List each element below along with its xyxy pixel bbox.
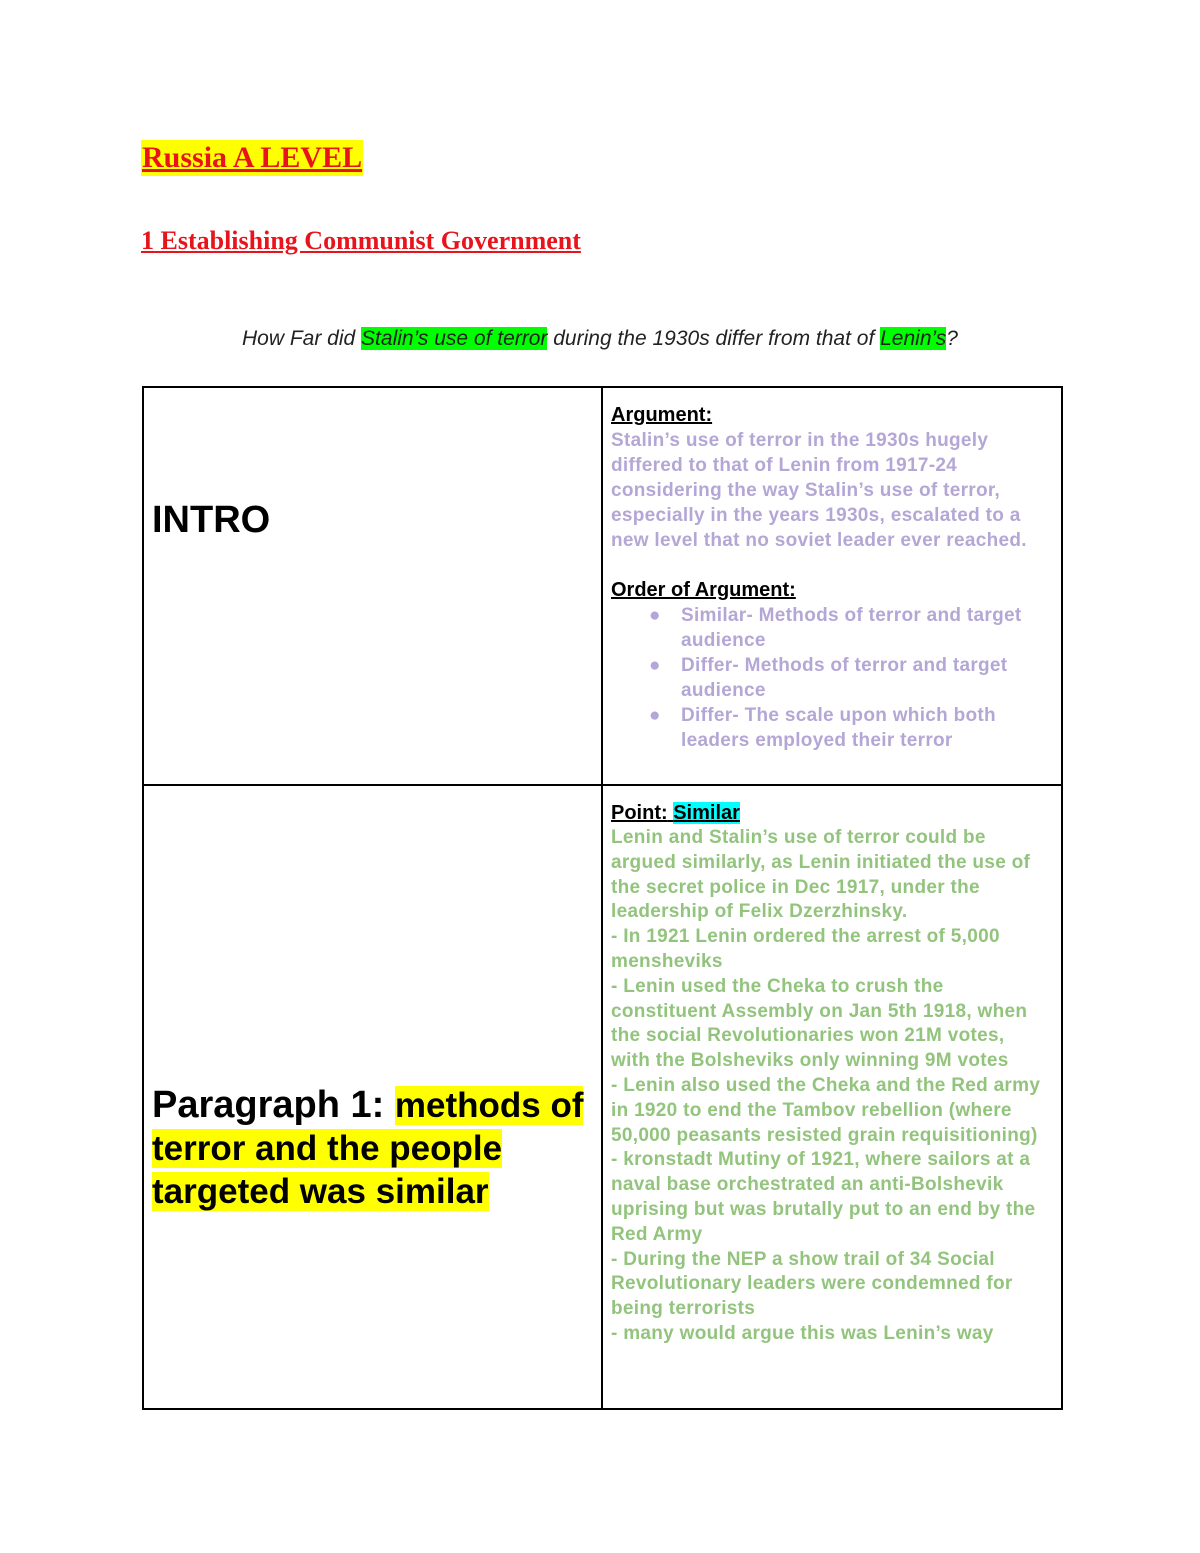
paragraph-1-label-cell (143, 785, 602, 1409)
paragraph-1-content-cell (602, 785, 1062, 1409)
paragraph-1-label (144, 786, 601, 1213)
bullet-icon: ● (649, 655, 661, 676)
paragraph-1-evidence (611, 826, 1049, 1347)
evidence-line: - kronstadt Mutiny of 1921, where sailors at a naval base orchestrated an anti-Bolshevik uprising but was brutally put to an end by the Red Army (611, 1149, 1036, 1245)
list-item: ● Differ- Methods of terror and target audience (649, 655, 1008, 701)
evidence-line: - During the NEP a show trail of 34 Social Revolutionary leaders were condemned for being terrorists (611, 1248, 1013, 1320)
question-highlight-stalin: Stalin’s use of terror (361, 327, 548, 350)
order-heading: Order of Argument: (611, 579, 796, 601)
bullet-icon: ● (649, 705, 661, 726)
list-item: ● Differ- The scale upon which both leaders employed their terror (649, 705, 996, 751)
argument-text: Stalin’s use of terror in the 1930s hugely differed to that of Lenin from 1917-24 considering the way Stalin’s use of terror, especially in the years 1930s, escalated to a new level that no soviet leader ever reached. (611, 430, 1027, 551)
document-title: Russia A LEVEL (142, 141, 363, 174)
argument-heading: Argument: (611, 404, 713, 426)
intro-content-cell (602, 387, 1062, 785)
evidence-line: Lenin and Stalin’s use of terror could be argued similarly, as Lenin initiated the use of the secret police in Dec 1917, under the leadership of Felix Dzerzhinsky. (611, 827, 1031, 923)
question-text-2: during the 1930s differ from that of (547, 327, 881, 350)
list-item: ● Similar- Methods of terror and target audience (649, 605, 1022, 651)
table-row-intro (143, 387, 1062, 785)
evidence-line: - In 1921 Lenin ordered the arrest of 5,000 mensheviks (611, 926, 1000, 972)
evidence-line: - Lenin used the Cheka to crush the constituent Assembly on Jan 5th 1918, when the social Revolutionaries won 21M votes, with the Bolsheviks only winning 9M votes (611, 975, 1028, 1072)
essay-plan-table (142, 386, 1063, 1410)
paragraph-1-topic: methods of terror and the people targeted was similar (152, 1086, 584, 1211)
evidence-line: - Lenin also used the Cheka and the Red army in 1920 to end the Tambov rebellion (where 50,000 peasants resisted grain requisitioning) (611, 1074, 1041, 1146)
order-list (611, 603, 1049, 753)
paragraph-1-prefix: Paragraph 1: (152, 1084, 395, 1126)
point-heading: Point: Similar (611, 802, 740, 824)
bullet-icon: ● (649, 605, 661, 626)
question-highlight-lenin: Lenin’s (880, 327, 947, 350)
point-value: Similar (673, 802, 740, 824)
intro-label: INTRO (152, 499, 271, 541)
question-text-3: ? (946, 327, 958, 350)
table-row-paragraph-1 (143, 785, 1062, 1409)
section-heading: 1 Establishing Communist Government (141, 226, 581, 255)
essay-question (0, 324, 1200, 354)
evidence-line: - many would argue this was Lenin’s way (611, 1322, 994, 1344)
intro-label-cell (143, 387, 602, 785)
question-text-1: How Far did (242, 327, 362, 350)
